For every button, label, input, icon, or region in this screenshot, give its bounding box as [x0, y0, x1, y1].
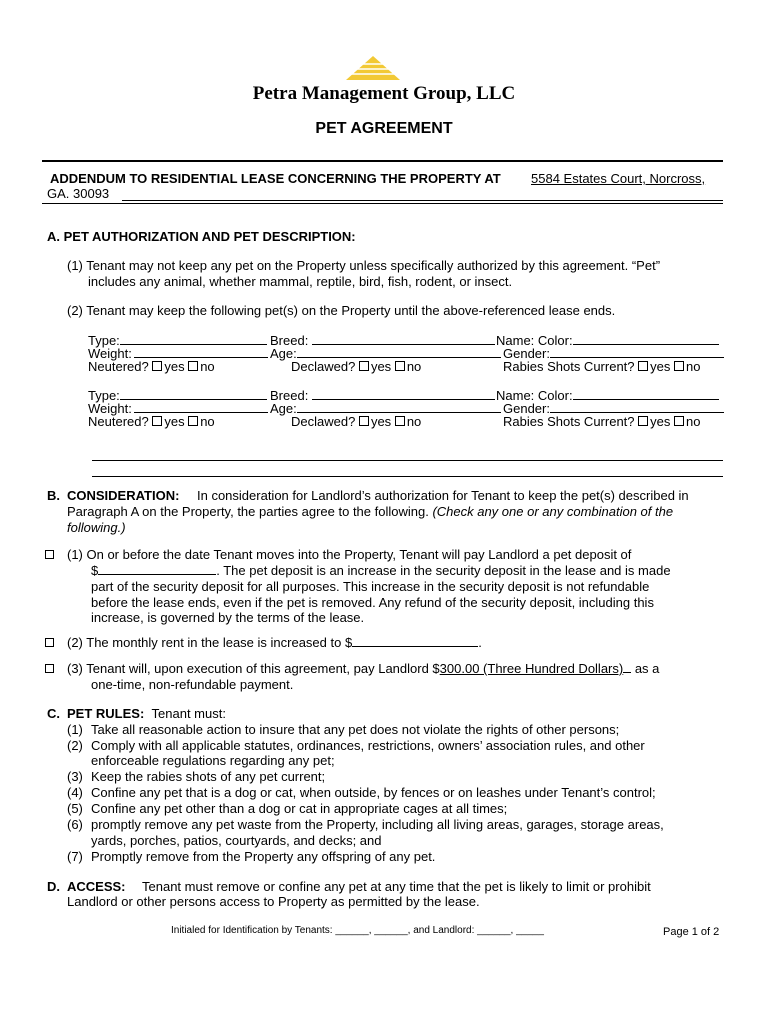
rule-text: promptly remove any pet waste from the Property, including all living areas, garages, storage areas, [91, 817, 664, 832]
pet2-type-field[interactable] [120, 388, 267, 400]
section-a-heading: A. PET AUTHORIZATION AND PET DESCRIPTION: [47, 229, 356, 244]
yes-label: yes [164, 359, 185, 374]
rule-text: Promptly remove from the Property any offspring of any pet. [91, 849, 436, 864]
breed-label: Breed: [270, 388, 309, 403]
rule-number: (5) [67, 801, 83, 816]
pet2-neutered-yes-checkbox[interactable] [152, 416, 162, 426]
pet2-declawed-no-checkbox[interactable] [395, 416, 405, 426]
pet1-rabies-yes-checkbox[interactable] [638, 361, 648, 371]
no-label: no [406, 359, 422, 374]
gender-label: Gender: [503, 346, 550, 361]
pet2-rabies-yes-checkbox[interactable] [638, 416, 648, 426]
addendum-label: ADDENDUM TO RESIDENTIAL LEASE CONCERNING THE PROPERTY AT [50, 171, 501, 186]
breed-label: Breed: [270, 333, 309, 348]
option3-as-a: as a [631, 661, 660, 676]
section-c-heading: PET RULES: [67, 706, 145, 721]
rule-text: Take all reasonable action to insure that any pet does not violate the rights of other persons; [91, 722, 620, 737]
pet1-neutered-yes-checkbox[interactable] [152, 361, 162, 371]
yes-label: yes [650, 359, 671, 374]
one-time-payment-amount: 300.00 (Three Hundred Dollars) [439, 661, 624, 676]
option3-text: (3) Tenant will, upon execution of this agreement, pay Landlord $ [67, 661, 440, 676]
yes-label: yes [370, 359, 392, 374]
pet2-weight-field[interactable] [134, 401, 268, 413]
weight-label: Weight: [88, 346, 132, 361]
pet1-name-color-field[interactable] [573, 333, 719, 345]
name-color-label: Name: Color: [496, 388, 573, 403]
rule-text: yards, porches, patios, courtyards, and decks; and [91, 833, 382, 848]
section-d-label: D. [47, 879, 60, 894]
weight-label: Weight: [88, 401, 132, 416]
option1-line3: part of the security deposit for all purposes. This increase in the security deposit is not refundable [91, 579, 650, 594]
no-label: no [200, 414, 215, 429]
address-underline [122, 200, 723, 201]
section-a-item1-line1: (1) Tenant may not keep any pet on the Property unless specifically authorized by this agreement. “Pet” [67, 258, 661, 273]
section-b-heading: CONSIDERATION: [67, 488, 180, 503]
initials-line: Initialed for Identification by Tenants: ______, ______, and Landlord: ______, _____ [171, 925, 544, 936]
rule-number: (7) [67, 849, 83, 864]
rule-number: (4) [67, 785, 83, 800]
no-label: no [686, 414, 701, 429]
pet2-age-field[interactable] [297, 401, 501, 413]
neutered-label: Neutered? [88, 414, 149, 429]
rabies-label: Rabies Shots Current? [503, 414, 635, 429]
pet1-declawed-no-checkbox[interactable] [395, 361, 405, 371]
option1-line2: . The pet deposit is an increase in the security deposit in the lease and is made [216, 563, 671, 578]
option3-checkbox[interactable] [45, 664, 54, 673]
neutered-label: Neutered? [88, 359, 149, 374]
top-rule [42, 160, 723, 162]
company-logo-icon [346, 56, 400, 82]
property-address-line1: 5584 Estates Court, Norcross, [531, 171, 706, 186]
type-label: Type: [88, 333, 120, 348]
pet2-neutered-no-checkbox[interactable] [188, 416, 198, 426]
rule-text: enforceable regulations regarding any pet; [91, 753, 335, 768]
rule-text: Comply with all applicable statutes, ordinances, restrictions, owners’ association rules, and other [91, 738, 645, 753]
option3-line2: one-time, non-refundable payment. [91, 677, 294, 692]
option2-text: (2) The monthly rent in the lease is increased to $ [67, 635, 353, 650]
pet1-breed-field[interactable] [312, 333, 495, 345]
pet2-breed-field[interactable] [312, 388, 495, 400]
declawed-label: Declawed? [291, 359, 356, 374]
section-d-heading: ACCESS: [67, 879, 126, 894]
section-b-instruction: (Check any one or any combination of the [432, 504, 674, 519]
section-a-item1-line2: includes any animal, whether mammal, reptile, bird, fish, rodent, or insect. [88, 274, 513, 289]
section-c-intro: Tenant must: [151, 706, 226, 721]
section-a-item2: (2) Tenant may keep the following pet(s) on the Property until the above-referenced lease ends. [67, 303, 616, 318]
no-label: no [406, 414, 422, 429]
no-label: no [686, 359, 701, 374]
rabies-label: Rabies Shots Current? [503, 359, 635, 374]
yes-label: yes [650, 414, 671, 429]
section-d-line2: Landlord or other persons access to Property as permitted by the lease. [67, 894, 480, 909]
company-name: Petra Management Group, LLC [252, 83, 516, 104]
section-c-label: C. [47, 706, 60, 721]
pet1-gender-field[interactable] [550, 346, 724, 358]
option2-end: . [478, 635, 482, 650]
type-label: Type: [88, 388, 120, 403]
rule-number: (1) [67, 722, 83, 737]
pet2-gender-field[interactable] [550, 401, 724, 413]
no-label: no [200, 359, 215, 374]
pet1-rabies-no-checkbox[interactable] [674, 361, 684, 371]
pet1-age-field[interactable] [297, 346, 501, 358]
declawed-label: Declawed? [291, 414, 356, 429]
pet1-neutered-no-checkbox[interactable] [188, 361, 198, 371]
age-label: Age: [270, 346, 297, 361]
address-rule [42, 203, 723, 204]
option1-line5: increase, is governed by the terms of the lease. [91, 610, 365, 625]
section-b-label: B. [47, 488, 60, 503]
monthly-rent-field[interactable] [352, 635, 478, 647]
pet2-name-color-field[interactable] [573, 388, 719, 400]
rule-text: Confine any pet that is a dog or cat, when outside, by fences or on leashes under Tenant’s control; [91, 785, 656, 800]
additional-pet-line-1[interactable] [92, 460, 723, 461]
pet1-weight-field[interactable] [134, 346, 268, 358]
yes-label: yes [164, 414, 185, 429]
yes-label: yes [370, 414, 392, 429]
rule-text: Confine any pet other than a dog or cat in appropriate cages at all times; [91, 801, 508, 816]
additional-pet-line-2[interactable] [92, 476, 723, 477]
age-label: Age: [270, 401, 297, 416]
property-address-line2: GA. 30093 [47, 186, 110, 201]
section-b-intro-line2: Paragraph A on the Property, the parties agree to the following. [67, 504, 433, 519]
option1-line4: before the lease ends, even if the pet is removed. Any refund of the security deposit, including this [91, 595, 654, 610]
pet-deposit-field[interactable] [98, 563, 216, 575]
document-title: PET AGREEMENT [315, 120, 453, 137]
section-b-intro-line1: In consideration for Landlord’s authorization for Tenant to keep the pet(s) described in [197, 488, 689, 503]
option2-checkbox[interactable] [45, 638, 54, 647]
option1-dollar: $ [91, 563, 99, 578]
rule-number: (2) [67, 738, 83, 753]
rule-text: Keep the rabies shots of any pet current; [91, 769, 326, 784]
gender-label: Gender: [503, 401, 550, 416]
pet2-rabies-no-checkbox[interactable] [674, 416, 684, 426]
pet1-type-field[interactable] [120, 333, 267, 345]
section-b-intro-line3: following.) [67, 520, 126, 535]
pet1-declawed-yes-checkbox[interactable] [359, 361, 369, 371]
section-d-line1: Tenant must remove or confine any pet at any time that the pet is likely to limit or prohibit [142, 879, 651, 894]
pet2-declawed-yes-checkbox[interactable] [359, 416, 369, 426]
name-color-label: Name: Color: [496, 333, 573, 348]
rule-number: (6) [67, 817, 83, 832]
page-number: Page 1 of 2 [663, 926, 720, 938]
option1-checkbox[interactable] [45, 550, 54, 559]
option1-line1: (1) On or before the date Tenant moves into the Property, Tenant will pay Landlord a pet deposit of [67, 547, 632, 562]
rule-number: (3) [67, 769, 83, 784]
